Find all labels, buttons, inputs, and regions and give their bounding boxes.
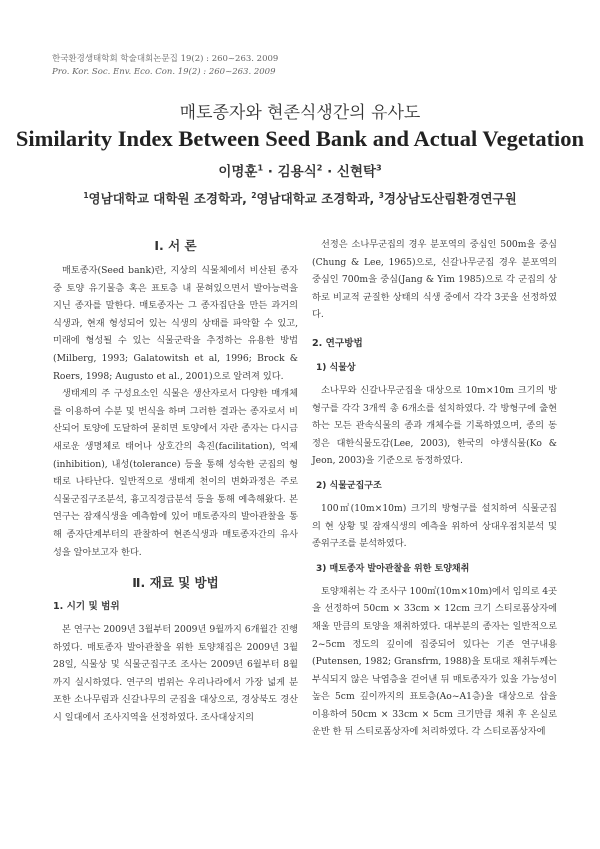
author-separator: · [263,164,278,180]
method-heading-community-structure: 2) 식물군집구조 [316,480,382,491]
title-korean: 매토종자와 현존식생간의 유사도 [179,103,421,123]
journal-header [52,53,278,79]
affiliation-name: 영남대학교 조경학과 [256,191,370,206]
method-paragraph-flora: 소나무와 신갈나무군집을 대상으로 10m×10m 크기의 방형구를 각각 3개씩 총 6개소를 설치하였다. 각 방형구에 출현하는 모든 관속식물의 종과 개체수를 기록하였으며, 종의 동정은 대한식물도감(Lee, 2003), 한국의 야생식물(Ko & Jeon, 2003)을 기준으로 동정하였다. [312,384,557,467]
method-paragraph-soil-sampling: 토양채취는 각 조사구 100㎡(10m×10m)에서 임의로 4곳을 선정하여 50cm × 33cm × 12cm 크기 스티로폼상자에 채울 만큼의 토양을 채취하였다. 대부분의 종자는 일반적으로 2~5cm 정도의 깊이에 집중되어 있다는 기존 연구내용(Putensen, 1982; Gransfrm, 1988)을 토대로 채취두께는 부식되지 않은 낙엽층을 걷어낸 뒤 매토종자가 있을 가능성이 높은 5cm 깊이까지의 표토층(Ao~A1층)을 대상으로 삽을 이용하여 50cm × 33cm × 5cm 크기만큼 채취 후 온실로 운반 한 뒤 스티로폼상자에 처리하였다. 각 스티로폼상자에 [312,585,557,738]
scope-paragraph-continued: 선정은 소나무군집의 경우 분포역의 중심인 500m을 중심(Chung & Lee, 1965)으로, 신갈나무군집 경우 분포역의 중심인 700m을 중심(Jang & Yim 1985)으로 각 군집의 상하로 비교적 균질한 상태의 식생 중에서 각각 3곳을 선정하였다. [312,239,557,321]
affiliation-mark: 1 [83,190,89,200]
affiliation-separator: , [369,191,379,206]
author-mark: 2 [316,162,323,173]
author-mark: 3 [376,162,382,173]
scope-paragraph: 본 연구는 2009년 3월부터 2009년 9월까지 6개월간 진행하였다. 매토종자 발아관찰을 위한 토양채집은 2009년 3월 28일, 식물상 및 식물군집구조 조사는 2009년 6월부터 8월까지 실시하였다. 연구의 범위는 우리나라에서 가장 넓게 분포한 소나무림과 신갈나무의 군집을 대상으로, 경상북도 경산시 일대에서 조사지역을 선정하였다. 조사대상지의 [53,624,298,724]
affiliation-mark: 3 [378,190,384,200]
introduction-paragraph: 생태계의 주 구성요소인 식물은 생산자로서 다양한 매개체를 이용하여 수분 및 번식을 하며 그러한 결과는 종자로서 비산되어 토양에 도달하여 묻히면 토양에서 자란 종자는 다시금 새로운 생명체로 태어나 상호간의 촉진(facilitation), 억제(inhibition), 내성(tolerance) 등을 통해 성숙한 군집의 형태로 나타난다. 일반적으로 생태계 천이의 변화과정은 주로 식물군집구조분석, 흉고직경급분석 등을 통해 예측해왔다. 본 연구는 잠재식생을 예측함에 있어 매토종자의 발아관찰을 통해 종자단계부터의 관찰하여 현존식생과 매토종자간의 유사성을 알아보고자 한다. [53,388,298,558]
affiliation-list [0,189,600,207]
author-name: 신현탁 [336,164,377,180]
right-column [312,236,557,741]
left-column [53,236,298,727]
method-paragraph-community-structure: 100㎡(10m×10m) 크기의 방형구를 설치하여 식물군집의 현 상황 및 잠재식생의 예측을 위하여 상대우점치분석 및 종위구조를 분석하였다. [312,502,557,550]
author-mark: 1 [257,162,264,173]
section-heading-introduction: Ⅰ. 서 론 [154,238,197,253]
author-name: 이명훈 [218,164,258,180]
section-heading-materials-methods: Ⅱ. 재료 및 방법 [132,575,219,591]
affiliation-name: 영남대학교 대학원 조경학과 [88,191,243,206]
affiliation-separator: , [242,191,252,206]
author-list [0,160,600,180]
subsection-heading-methods: 2. 연구방법 [312,337,363,349]
journal-header-en: Pro. Kor. Soc. Env. Eco. Con. 19(2) : 260~263. 2009 [52,67,276,77]
author-name: 김용식 [277,164,317,180]
method-heading-soil-sampling: 3) 매토종자 발아관찰을 위한 토양채취 [316,563,470,574]
subsection-heading-period-scope: 1. 시기 및 범위 [53,601,120,613]
affiliation-name: 경상남도산림환경연구원 [383,191,517,206]
introduction-paragraph: 매토종자(Seed bank)란, 지상의 식물체에서 비산된 종자 중 토양 유기물층 혹은 표토층 내 묻혀있으면서 발아능력을 지닌 종자를 말한다. 매토종자는 그 종자집단을 만든 과거의 식생과, 현재 형성되어 있는 식생의 상태를 파악할 수 있고, 미래에 형성될 수 있는 식물군락을 추정하는 유용한 방법(Milberg, 1993; Galatowitsh et al, 1996; Brock & Roers, 1998; Augusto et al., 2001)으로 알려져 있다. [53,265,298,382]
author-separator: · [322,164,337,180]
title-english: Similarity Index Between Seed Bank and Actual Vegetation [15,126,585,151]
affiliation-mark: 2 [251,190,257,200]
journal-header-ko: 한국환경생태학회 학술대회논문집 19(2) : 260~263. 2009 [52,54,279,64]
method-heading-flora: 1) 식물상 [316,362,356,373]
